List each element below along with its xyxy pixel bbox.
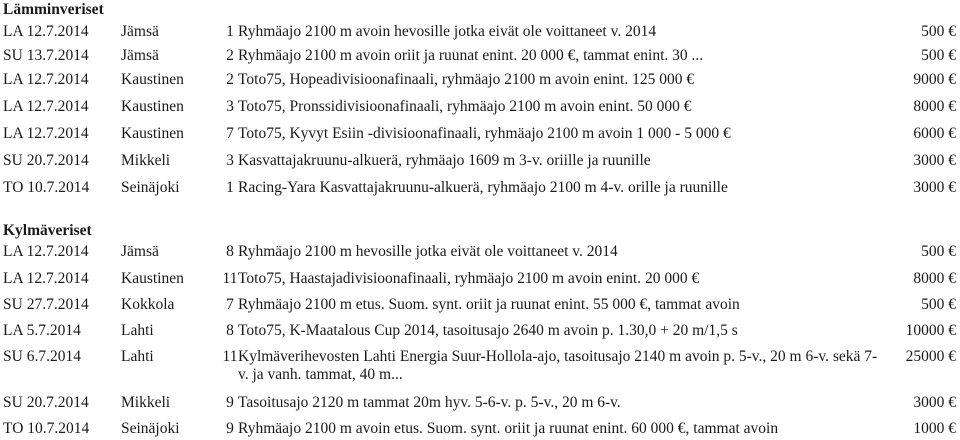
- race-number: 8: [226, 322, 234, 339]
- race-description: Toto75, Haastajadivisioonafinaali, ryhmäajo 2100 m avoin enint. 20 000 €: [238, 270, 700, 287]
- race-date: SU 20.7.2014: [3, 152, 89, 169]
- race-location: Seinäjoki: [121, 179, 180, 196]
- table-row: [0, 23, 960, 41]
- race-description: Racing-Yara Kasvattajakruunu-alkuerä, ryhmäajo 2100 m 4-v. orille ja ruunille: [238, 179, 728, 196]
- prize-amount: 500 €: [921, 243, 956, 260]
- prize-amount: 8000 €: [913, 270, 956, 287]
- race-date: LA 12.7.2014: [3, 125, 89, 142]
- race-location: Jämsä: [121, 23, 159, 40]
- race-location: Kaustinen: [121, 270, 184, 287]
- race-date: TO 10.7.2014: [3, 179, 90, 196]
- prize-amount: 6000 €: [913, 125, 956, 142]
- race-location: Jämsä: [121, 47, 159, 64]
- race-date: LA 12.7.2014: [3, 23, 89, 40]
- race-description: Toto75, Pronssidivisioonafinaali, ryhmäajo 2100 m avoin enint. 50 000 €: [238, 98, 692, 115]
- race-date: LA 5.7.2014: [3, 322, 81, 339]
- table-row: [0, 71, 960, 89]
- race-number: 11: [222, 348, 238, 365]
- race-description: Ryhmäajo 2100 m avoin hevosille jotka eivät ole voittaneet v. 2014: [238, 23, 657, 40]
- race-date: LA 12.7.2014: [3, 270, 89, 287]
- prize-amount: 500 €: [921, 47, 956, 64]
- race-number: 8: [226, 243, 234, 260]
- race-number: 1: [226, 179, 234, 196]
- prize-amount: 1000 €: [913, 420, 956, 437]
- race-number: 7: [226, 125, 234, 142]
- race-location: Lahti: [121, 348, 154, 365]
- race-description: Toto75, K-Maatalous Cup 2014, tasoitusajo 2640 m avoin p. 1.30,0 + 20 m/1,5 s: [238, 322, 738, 339]
- race-number: 2: [226, 71, 234, 88]
- race-location: Mikkeli: [121, 394, 171, 411]
- race-description: Ryhmäajo 2100 m avoin etus. Suom. synt. oriit ja ruunat enint. 60 000 €, tammat avoin: [238, 420, 779, 437]
- race-location: Kaustinen: [121, 98, 184, 115]
- section-title-warmblood: Lämminveriset: [3, 1, 104, 18]
- section-title-coldblood: Kylmäveriset: [3, 222, 92, 239]
- prize-amount: 9000 €: [913, 71, 956, 88]
- race-location: Kokkola: [121, 296, 175, 313]
- race-date: TO 10.7.2014: [3, 420, 90, 437]
- race-location: Kaustinen: [121, 125, 184, 142]
- prize-amount: 3000 €: [913, 394, 956, 411]
- race-location: Mikkeli: [121, 152, 171, 169]
- prize-amount: 8000 €: [913, 98, 956, 115]
- prize-amount: 25000 €: [905, 348, 956, 365]
- race-number: 9: [226, 420, 234, 437]
- race-description: Ryhmäajo 2100 m etus. Suom. synt. oriit ja ruunat enint. 55 000 €, tammat avoin: [238, 296, 740, 313]
- prize-amount: 500 €: [921, 23, 956, 40]
- prize-amount: 3000 €: [913, 152, 956, 169]
- race-number: 3: [226, 98, 234, 115]
- table-row: [0, 179, 960, 197]
- prize-amount: 10000 €: [905, 322, 956, 339]
- race-location: Kaustinen: [121, 71, 184, 88]
- race-date: SU 6.7.2014: [3, 348, 81, 365]
- table-row: [0, 322, 960, 340]
- race-date: LA 12.7.2014: [3, 71, 89, 88]
- prize-amount: 500 €: [921, 296, 956, 313]
- table-row: [0, 98, 960, 116]
- table-row: [0, 348, 960, 384]
- race-location: Jämsä: [121, 243, 159, 260]
- race-description: Toto75, Hopeadivisioonafinaali, ryhmäajo 2100 m avoin enint. 125 000 €: [238, 71, 695, 88]
- race-number: 2: [226, 47, 234, 64]
- table-row: [0, 394, 960, 412]
- table-row: [0, 270, 960, 288]
- race-number: 11: [222, 270, 238, 287]
- race-description: Kylmäverihevosten Lahti Energia Suur-Hollola-ajo, tasoitusajo 2140 m avoin p. 5-v., 20 m 6-v. sekä 7-v. ja vanh. tammat, 40 m...: [238, 348, 878, 383]
- race-location: Seinäjoki: [121, 420, 180, 437]
- race-number: 1: [226, 23, 234, 40]
- race-description: Toto75, Kyvyt Esiin -divisioonafinaali, ryhmäajo 2100 m avoin 1 000 - 5 000 €: [238, 125, 731, 142]
- table-row: [0, 243, 960, 261]
- prize-amount: 3000 €: [913, 179, 956, 196]
- table-row: [0, 420, 960, 438]
- race-number: 9: [226, 394, 234, 411]
- race-location: Lahti: [121, 322, 154, 339]
- race-description: Ryhmäajo 2100 m hevosille jotka eivät ole voittaneet v. 2014: [238, 243, 618, 260]
- race-date: SU 27.7.2014: [3, 296, 89, 313]
- race-description: Tasoitusajo 2120 m tammat 20m hyv. 5-6-v. p. 5-v., 20 m 6-v.: [238, 394, 621, 411]
- race-date: LA 12.7.2014: [3, 98, 89, 115]
- race-number: 3: [226, 152, 234, 169]
- table-row: [0, 47, 960, 65]
- table-row: [0, 296, 960, 314]
- race-description: Ryhmäajo 2100 m avoin oriit ja ruunat enint. 20 000 €, tammat enint. 30 ...: [238, 47, 704, 64]
- race-number: 7: [226, 296, 234, 313]
- table-row: [0, 125, 960, 143]
- table-row: [0, 152, 960, 170]
- race-date: LA 12.7.2014: [3, 243, 89, 260]
- race-date: SU 13.7.2014: [3, 47, 89, 64]
- race-description: Kasvattajakruunu-alkuerä, ryhmäajo 1609 m 3-v. oriille ja ruunille: [238, 152, 651, 169]
- race-date: SU 20.7.2014: [3, 394, 89, 411]
